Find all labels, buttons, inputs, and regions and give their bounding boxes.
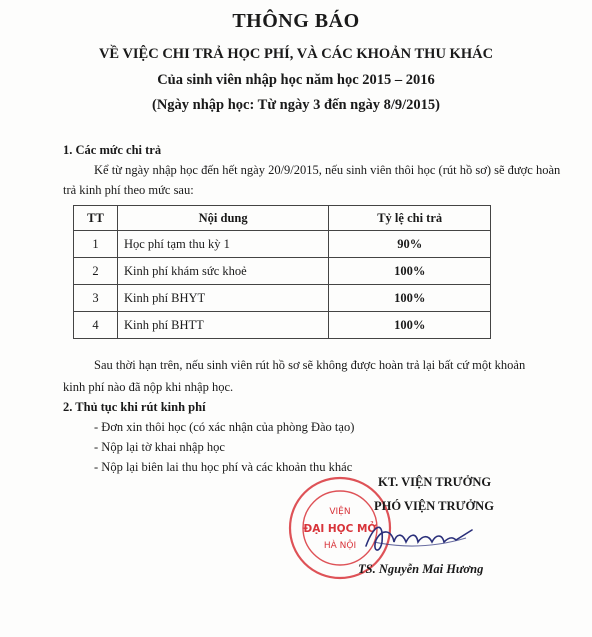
section-2-heading: 2. Thủ tục khi rút kinh phí bbox=[63, 400, 206, 414]
stamp-text-mid: ĐẠI HỌC MỞ bbox=[303, 523, 377, 535]
row-content: Kinh phí BHTT bbox=[117, 312, 328, 339]
table-row bbox=[74, 285, 491, 312]
table-row bbox=[74, 258, 491, 285]
row-tt: 4 bbox=[74, 312, 118, 339]
after-line-1: Sau thời hạn trên, nếu sinh viên rút hồ sơ sẽ không được hoàn trả lại bất cứ một khoản bbox=[94, 358, 526, 372]
document-subtitle: VỀ VIỆC CHI TRẢ HỌC PHÍ, VÀ CÁC KHOẢN THU KHÁC bbox=[98, 46, 494, 62]
row-rate: 100% bbox=[329, 312, 491, 339]
row-tt: 3 bbox=[74, 285, 118, 312]
section-1-heading: 1. Các mức chi trả bbox=[63, 143, 162, 157]
row-content: Kinh phí khám sức khoẻ bbox=[117, 258, 328, 285]
after-line-2: kinh phí nào đã nộp khi nhập học. bbox=[63, 380, 234, 394]
row-content: Kinh phí BHYT bbox=[117, 285, 328, 312]
handwritten-signature bbox=[362, 512, 482, 558]
intro-line-2: trả kinh phí theo mức sau: bbox=[63, 183, 194, 197]
header-content: Nội dung bbox=[117, 206, 328, 231]
signature-title-1: KT. VIỆN TRƯỞNG bbox=[378, 475, 492, 489]
table-header-row bbox=[74, 206, 491, 231]
table-row bbox=[74, 312, 491, 339]
signatory-name: TS. Nguyễn Mai Hương bbox=[358, 562, 484, 576]
procedure-item: - Nộp lại tờ khai nhập học bbox=[94, 440, 225, 454]
document-subheading: Của sinh viên nhập học năm học 2015 – 2016 bbox=[157, 72, 435, 88]
stamp-text-bot: HÀ NỘI bbox=[323, 541, 357, 551]
row-tt: 2 bbox=[74, 258, 118, 285]
row-tt: 1 bbox=[74, 231, 118, 258]
signature-title-2: PHÓ VIỆN TRƯỞNG bbox=[374, 499, 494, 513]
header-rate: Tỷ lệ chi trả bbox=[329, 206, 491, 231]
intro-line-1: Kể từ ngày nhập học đến hết ngày 20/9/2015, nếu sinh viên thôi học (rút hồ sơ) sẽ được hoàn bbox=[94, 163, 561, 177]
procedure-item: - Đơn xin thôi học (có xác nhận của phòng Đào tạo) bbox=[94, 420, 355, 434]
row-rate: 100% bbox=[329, 258, 491, 285]
admission-dates: (Ngày nhập học: Từ ngày 3 đến ngày 8/9/2015) bbox=[151, 97, 440, 113]
row-rate: 90% bbox=[329, 231, 491, 258]
row-rate: 100% bbox=[329, 285, 491, 312]
table-row bbox=[74, 231, 491, 258]
header-tt: TT bbox=[74, 206, 118, 231]
procedure-item: - Nộp lại biên lai thu học phí và các khoản thu khác bbox=[94, 460, 353, 474]
document-title: THÔNG BÁO bbox=[232, 10, 360, 32]
row-content: Học phí tạm thu kỳ 1 bbox=[117, 231, 328, 258]
refund-table bbox=[73, 205, 491, 339]
stamp-text-top: VIỆN bbox=[329, 507, 351, 517]
